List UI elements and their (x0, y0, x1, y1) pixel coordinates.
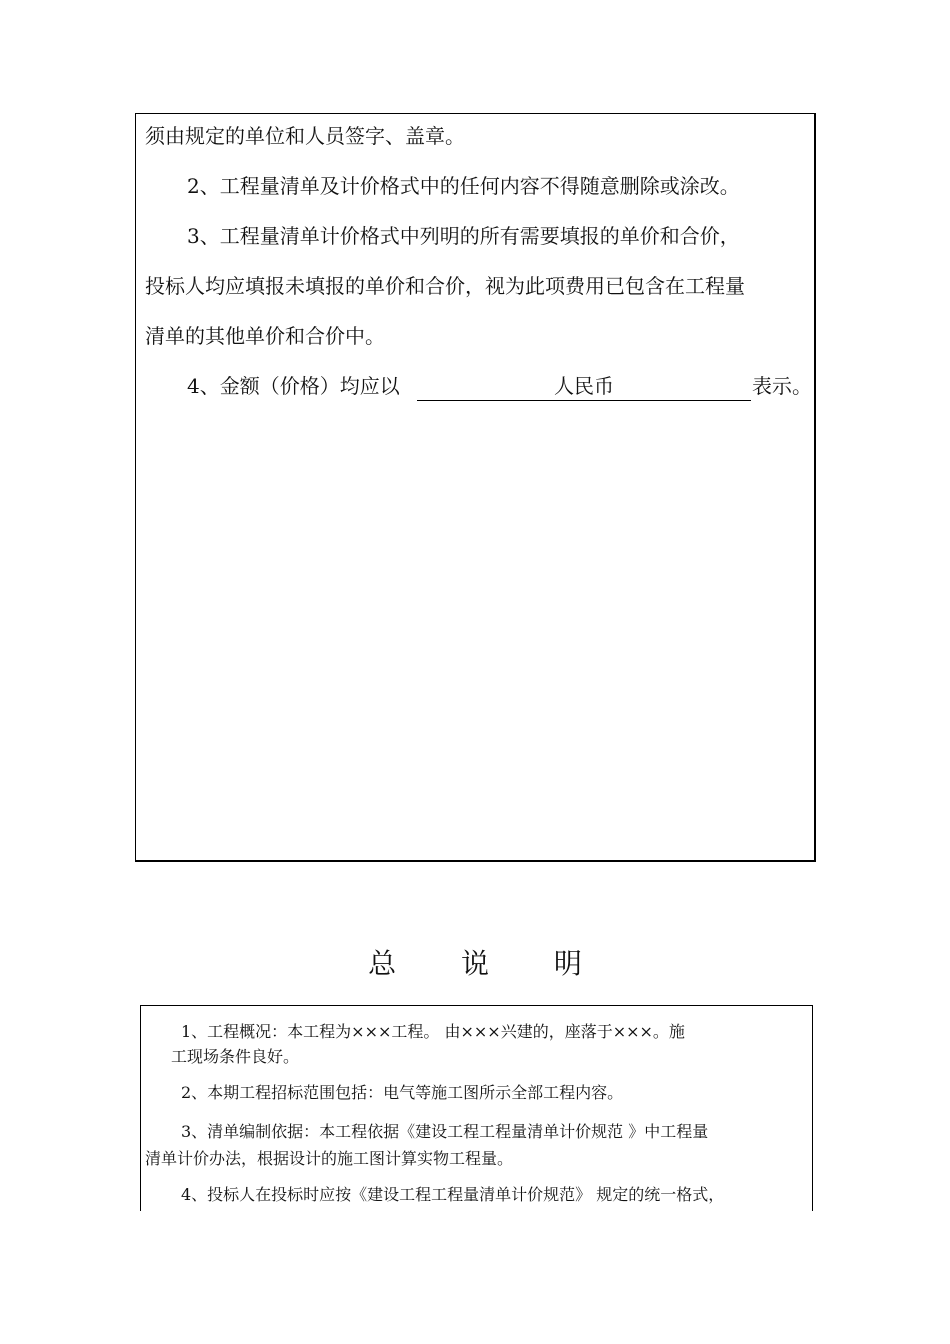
general-description-box (140, 1005, 813, 1211)
description-item-4: 4、投标人在投标时应按《建设工程工程量清单计价规范》 规定的统一格式， (181, 1185, 725, 1204)
description-item-2: 2、本期工程招标范围包括：电气等施工图所示全部工程内容。 (181, 1083, 624, 1102)
description-item-3-cont: 清单计价办法，根据设计的施工图计算实物工程量。 (145, 1149, 514, 1168)
instructions-box (135, 113, 816, 862)
page-title: 总 说 明 (368, 947, 610, 980)
description-item-1: 1、工程概况：本工程为×××工程。 由×××兴建的，座落于×××。施 (181, 1022, 685, 1041)
instruction-item-4-prefix: 4、金额（价格）均应以 (187, 374, 400, 398)
instruction-item-3: 3、工程量清单计价格式中列明的所有需要填报的单价和合价， (187, 224, 740, 248)
description-item-3: 3、清单编制依据：本工程依据《建设工程工程量清单计价规范 》中工程量 (181, 1122, 709, 1141)
instruction-line-1: 须由规定的单位和人员签字、盖章。 (145, 124, 465, 148)
instruction-item-3-cont-2: 清单的其他单价和合价中。 (145, 324, 385, 348)
instruction-item-2: 2、工程量清单及计价格式中的任何内容不得随意删除或涂改。 (187, 174, 740, 198)
instruction-item-3-cont-1: 投标人均应填报未填报的单价和合价，视为此项费用已包含在工程量 (145, 274, 745, 298)
description-item-1-cont: 工现场条件良好。 (171, 1047, 300, 1066)
currency-field: 人民币 (417, 374, 751, 401)
instruction-item-4-suffix: 表示。 (752, 374, 812, 398)
